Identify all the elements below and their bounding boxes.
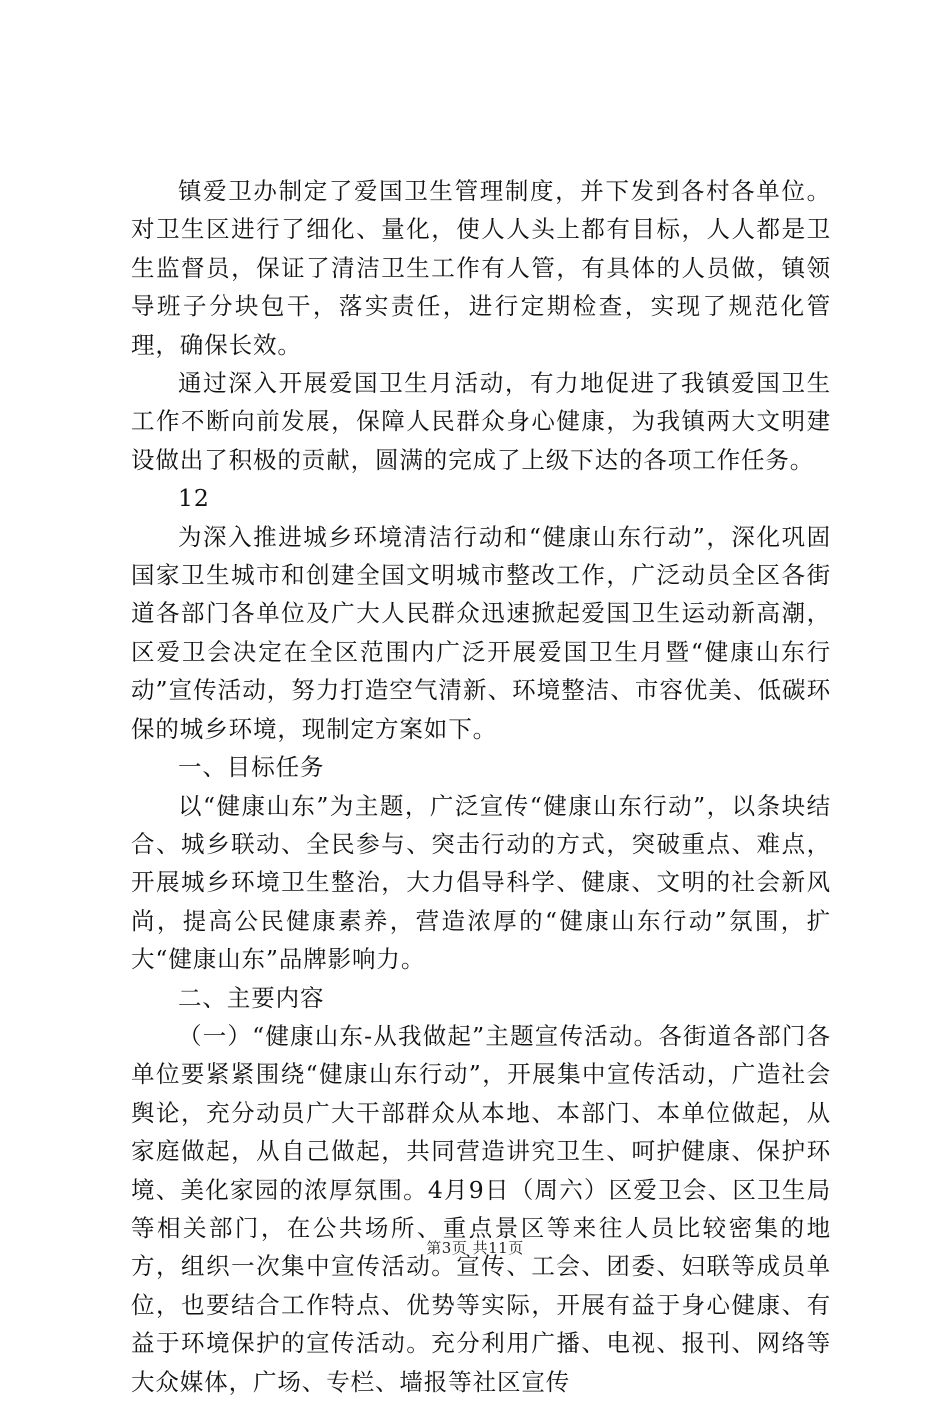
paragraph-goals: 以“健康山东”为主题，广泛宣传“健康山东行动”，以条块结合、城乡联动、全民参与、突击行动的方式，突破重点、难点，开展城乡环境卫生整治，大力倡导科学、健康、文明的社会新风尚，提高公民健康素养，营造浓厚的“健康山东行动”氛围，扩大“健康山东”品牌影响力。 bbox=[131, 791, 831, 974]
document-body bbox=[131, 172, 831, 1401]
paragraph-management-system: 镇爱卫办制定了爱国卫生管理制度，并下发到各村各单位。对卫生区进行了细化、量化，使人人头上都有目标，人人都是卫生监督员，保证了清洁卫生工作有人管，有具体的人员做，镇领导班子分块包干，落实责任，进行定期检查，实现了规范化管理，确保长效。 bbox=[131, 177, 831, 359]
section-number: 12 bbox=[178, 484, 210, 513]
heading-main-content: 二、主要内容 bbox=[178, 983, 325, 1012]
paragraph-summary: 通过深入开展爱国卫生月活动，有力地促进了我镇爱国卫生工作不断向前发展，保障人民群众身心健康，为我镇两大文明建设做出了积极的贡献，圆满的完成了上级下达的各项工作任务。 bbox=[131, 369, 831, 474]
page-footer: 第3页 共11页 bbox=[426, 1239, 524, 1257]
paragraph-campaign: （一）“健康山东-从我做起”主题宣传活动。各街道各部门各单位要紧紧围绕“健康山东行动”，开展集中宣传活动，广造社会舆论，充分动员广大干部群众从本地、本部门、本单位做起，从家庭做起，从自己做起，共同营造讲究卫生、呵护健康、保护环境、美化家园的浓厚氛围。4月9日（周六）区爱卫会、区卫生局等相关部门，在公共场所、重点景区等来往人员比较密集的地方，组织一次集中宣传活动。宣传、工会、团委、妇联等成员单位，也要结合工作特点、优势等实际，开展有益于身心健康、有益于环境保护的宣传活动。充分利用广播、电视、报刊、网络等大众媒体，广场、专栏、墙报等社区宣传 bbox=[131, 1021, 831, 1396]
paragraph-introduction: 为深入推进城乡环境清洁行动和“健康山东行动”，深化巩固国家卫生城市和创建全国文明城市整改工作，广泛动员全区各街道各部门各单位及广大人民群众迅速掀起爱国卫生运动新高潮，区爱卫会决定在全区范围内广泛开展爱国卫生月暨“健康山东行动”宣传活动，努力打造空气清新、环境整洁、市容优美、低碳环保的城乡环境，现制定方案如下。 bbox=[131, 522, 831, 743]
heading-goals: 一、目标任务 bbox=[178, 753, 325, 782]
